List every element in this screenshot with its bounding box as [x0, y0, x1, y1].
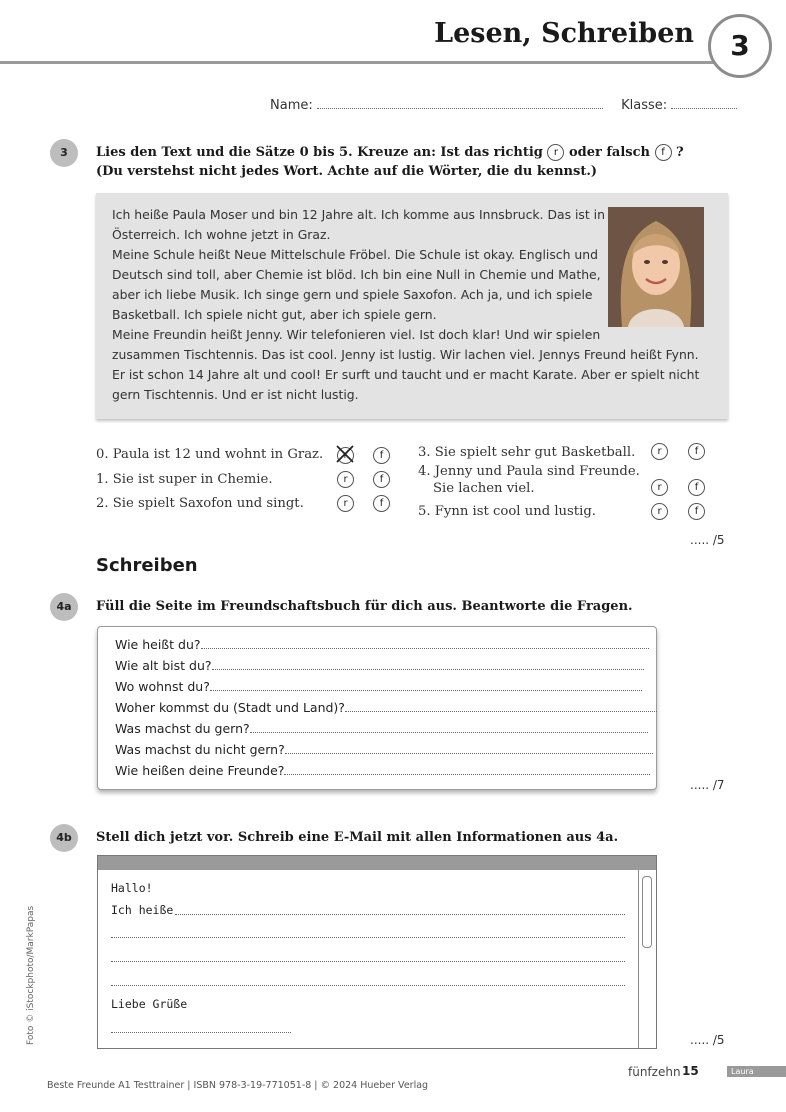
task3-line1-part-a: Lies den Text und die Sätze 0 bis 5. Kreuze an: Ist das richtig	[96, 145, 543, 160]
statement-3-falsch-checkbox[interactable]: f	[688, 443, 705, 460]
section-heading: Schreiben	[96, 555, 198, 576]
statement-3: 3. Sie spielt sehr gut Basketball.	[418, 445, 636, 460]
statement-1: 1. Sie ist super in Chemie.	[96, 472, 273, 487]
statement-4-line2: Sie lachen viel.	[433, 481, 535, 496]
fb-question-row	[115, 762, 650, 778]
reading-line: Meine Freundin heißt Jenny. Wir telefonieren viel. Ist doch klar! Und wir spielen	[112, 327, 601, 342]
fb-answer-field[interactable]	[210, 678, 642, 691]
task3-score: ..... /5	[690, 533, 725, 547]
name-class-row	[270, 96, 737, 113]
email-signature-line[interactable]	[111, 1031, 291, 1033]
fb-question-row	[115, 636, 649, 652]
email-title-bar	[98, 856, 656, 870]
statement-2: 2. Sie spielt Saxofon und singt.	[96, 496, 304, 511]
class-field[interactable]	[671, 96, 737, 109]
richtig-symbol: r	[547, 144, 564, 161]
statement-4: 4. Jenny und Paula sind Freunde.	[418, 464, 640, 479]
fb-answer-field[interactable]	[285, 741, 653, 754]
email-answer-line[interactable]	[111, 960, 625, 962]
fb-answer-field[interactable]	[345, 699, 657, 712]
chapter-badge	[708, 14, 772, 78]
falsch-symbol: f	[655, 144, 672, 161]
page-title: Lesen, Schreiben	[434, 18, 694, 49]
statement-2-falsch-checkbox[interactable]: f	[373, 495, 390, 512]
fb-question-row	[115, 657, 644, 673]
statement-0: 0. Paula ist 12 und wohnt in Graz.	[96, 447, 324, 462]
statement-4-falsch-checkbox[interactable]: f	[688, 479, 705, 496]
fb-answer-field[interactable]	[201, 636, 649, 649]
fb-question: Was machst du gern?	[115, 721, 250, 736]
statement-1-falsch-checkbox[interactable]: f	[373, 471, 390, 488]
task4a-instruction: Füll die Seite im Freundschaftsbuch für dich aus. Beantworte die Fragen.	[96, 599, 633, 614]
fb-question: Woher kommst du (Stadt und Land)?	[115, 700, 345, 715]
reading-line: Deutsch sind toll, aber Chemie ist blöd. Ich bin eine Null in Chemie und Mathe,	[112, 267, 601, 282]
fb-question-row	[115, 720, 648, 736]
email-answer-line[interactable]	[111, 936, 625, 938]
statement-5-falsch-checkbox[interactable]: f	[688, 503, 705, 520]
name-field[interactable]	[317, 96, 603, 109]
email-greeting: Hallo!	[111, 881, 153, 895]
task-badge-3: 3	[50, 139, 78, 167]
email-window	[97, 855, 657, 1049]
email-answer-line[interactable]	[111, 984, 625, 986]
task-badge-4b: 4b	[50, 824, 78, 852]
chapter-number: 3	[730, 29, 750, 62]
task3-instruction-line1	[96, 143, 716, 162]
fb-question: Was machst du nicht gern?	[115, 742, 285, 757]
statement-5-richtig-checkbox[interactable]: r	[651, 503, 668, 520]
statement-2-richtig-checkbox[interactable]: r	[337, 495, 354, 512]
email-intro: Ich heiße	[111, 903, 174, 917]
reading-line: Basketball. Ich spiele nicht gut, aber ich spiele gern.	[112, 307, 437, 322]
page-number: 15	[682, 1064, 699, 1078]
task4a-score: ..... /7	[690, 778, 725, 792]
statement-4-richtig-checkbox[interactable]: r	[651, 479, 668, 496]
statement-1-richtig-checkbox[interactable]: r	[337, 471, 354, 488]
fb-question-row	[115, 678, 642, 694]
reading-line: aber ich liebe Musik. Ich singe gern und spiele Saxofon. Ach ja, und ich spiele	[112, 287, 593, 302]
email-closing: Liebe Grüße	[111, 997, 188, 1011]
photo-credit: Foto © iStockphoto/MarkPapas	[26, 905, 36, 1045]
fb-answer-field[interactable]	[250, 720, 648, 733]
reading-text-box	[96, 193, 728, 419]
publication-info: Beste Freunde A1 Testtrainer | ISBN 978-3-19-771051-8 | © 2024 Hueber Verlag	[47, 1080, 429, 1091]
email-scroll-track	[638, 870, 639, 1048]
footer-tag: Laura	[727, 1066, 786, 1077]
task3-line1-part-c: ?	[676, 145, 684, 160]
task4b-score: ..... /5	[690, 1033, 725, 1047]
header-rule	[0, 61, 730, 64]
statement-3-richtig-checkbox[interactable]: r	[651, 443, 668, 460]
email-scrollbar[interactable]	[642, 876, 652, 948]
friendship-book-box	[97, 626, 657, 790]
reading-line: zusammen Tischtennis. Das ist cool. Jenny ist lustig. Wir lachen viel. Jennys Freund heißt Fynn.	[112, 347, 699, 362]
statement-5: 5. Fynn ist cool und lustig.	[418, 504, 596, 519]
email-answer-line[interactable]	[175, 913, 625, 915]
task4b-instruction: Stell dich jetzt vor. Schreib eine E-Mail mit allen Informationen aus 4a.	[96, 830, 619, 845]
statement-0-falsch-checkbox[interactable]: f	[373, 447, 390, 464]
reading-line: Ich heiße Paula Moser und bin 12 Jahre alt. Ich komme aus Innsbruck. Das ist in	[112, 207, 605, 222]
cross-mark-icon	[334, 443, 356, 465]
reading-line: gern Tischtennis. Und er ist nicht lustig.	[112, 387, 359, 402]
name-label: Name:	[270, 98, 313, 113]
fb-question: Wie heißt du?	[115, 637, 201, 652]
reading-line: Österreich. Ich wohne jetzt in Graz.	[112, 227, 331, 242]
task3-instruction	[96, 143, 716, 181]
task3-line1-part-b: oder falsch	[568, 145, 650, 160]
fb-answer-field[interactable]	[212, 657, 644, 670]
task3-instruction-line2: (Du verstehst nicht jedes Wort. Achte auf die Wörter, die du kennst.)	[96, 164, 597, 179]
fb-question: Wie alt bist du?	[115, 658, 212, 673]
task-badge-4a: 4a	[50, 593, 78, 621]
girl-portrait-photo	[608, 207, 704, 327]
page-number-word: fünfzehn	[628, 1065, 681, 1079]
fb-answer-field[interactable]	[284, 762, 650, 775]
reading-line: Er ist schon 14 Jahre alt und cool! Er surft und taucht und er macht Karate. Aber er spielt nicht	[112, 367, 700, 382]
fb-question-row	[115, 741, 653, 757]
reading-line: Meine Schule heißt Neue Mittelschule Fröbel. Die Schule ist okay. Englisch und	[112, 247, 598, 262]
fb-question: Wo wohnst du?	[115, 679, 210, 694]
fb-question-row	[115, 699, 657, 715]
fb-question: Wie heißen deine Freunde?	[115, 763, 285, 778]
class-label: Klasse:	[621, 98, 668, 113]
